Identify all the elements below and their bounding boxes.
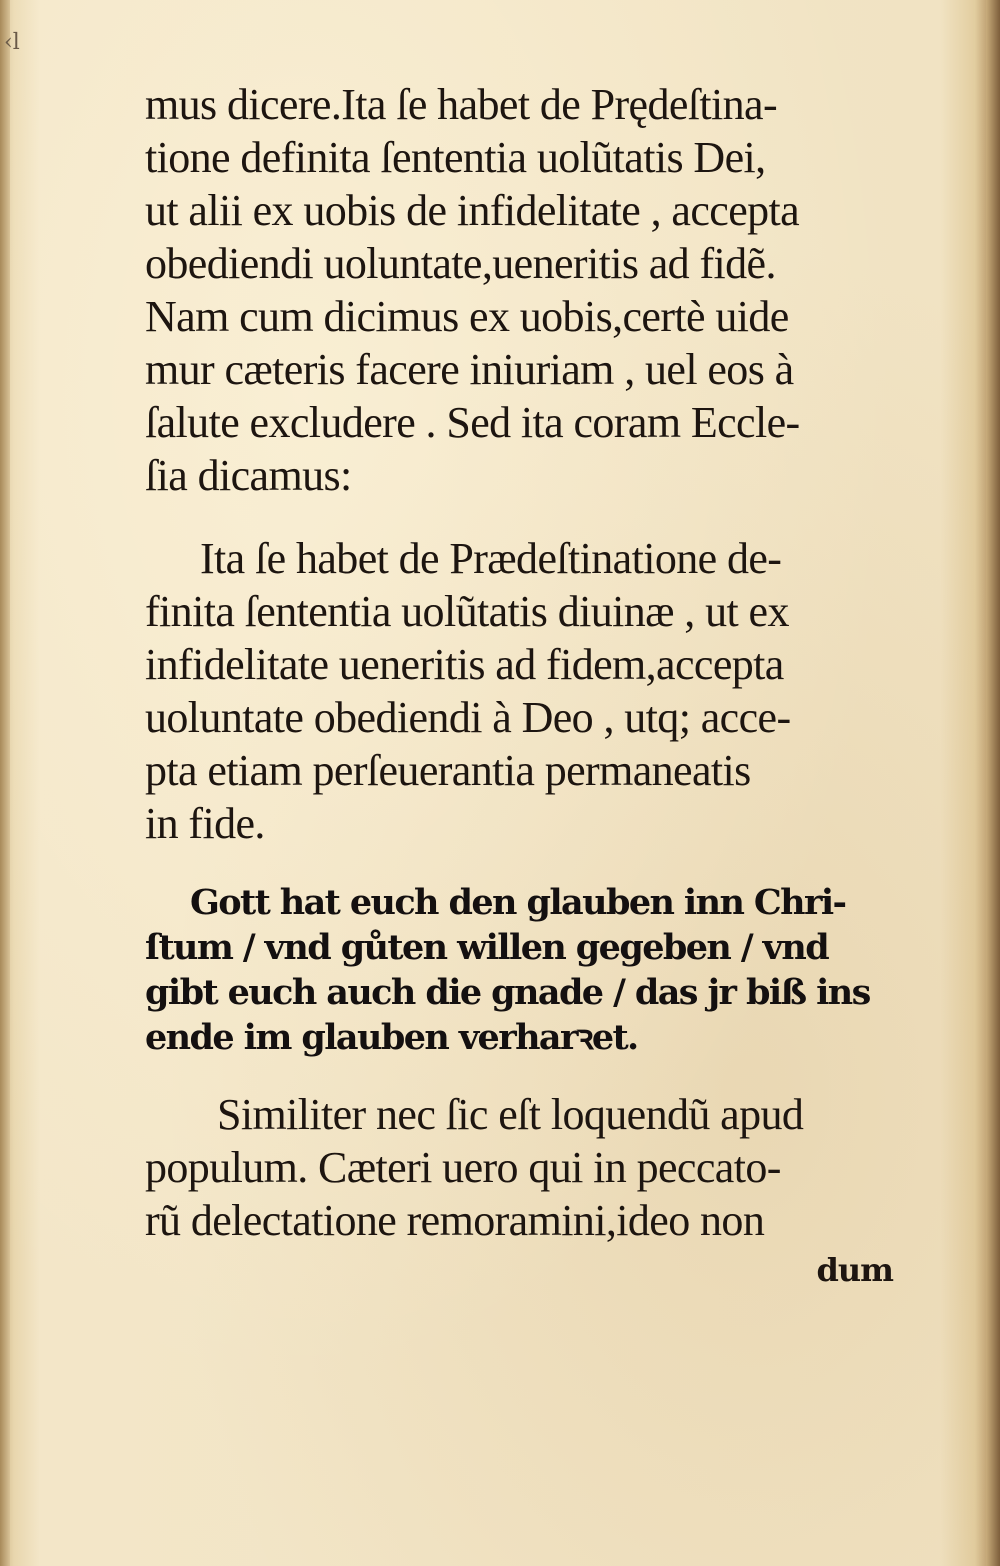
text-line: ſalute excludere . Sed ita coram Eccle- <box>145 398 800 447</box>
corner-mark: ‹l <box>4 30 20 55</box>
latin-paragraph-3 <box>145 1088 895 1247</box>
german-paragraph <box>145 880 895 1060</box>
gothic-line: gibt euch auch die gnade / das jr biß ins <box>145 972 870 1013</box>
text-block <box>145 78 895 1293</box>
gothic-line: Gott hat euch den glauben inn Chri- <box>190 882 846 923</box>
text-line: in fide. <box>145 799 265 848</box>
spacer <box>145 1060 895 1088</box>
text-line: Nam cum dicimus ex uobis,certè uide <box>145 292 789 341</box>
text-line: Ita ſe habet de Prædeſtinatione de- <box>200 534 782 583</box>
gothic-line: ende im glauben verharꝛet. <box>145 1017 638 1058</box>
text-line: populum. Cæteri uero qui in peccato- <box>145 1143 781 1192</box>
text-line: tione definita ſententia uolũtatis Dei, <box>145 133 766 182</box>
text-line: ut alii ex uobis de infidelitate , accepta <box>145 186 800 235</box>
latin-paragraph-2 <box>145 532 895 850</box>
text-line: finita ſententia uolũtatis diuinæ , ut ex <box>145 587 789 636</box>
text-line: pta etiam perſeuerantia permaneatis <box>145 746 751 795</box>
text-line: mur cæteris facere iniuriam , uel eos à <box>145 345 794 394</box>
text-line: infidelitate ueneritis ad fidem,accepta <box>145 640 784 689</box>
text-line: ſia dicamus: <box>145 451 352 500</box>
gothic-line: ſtum / vnd gůten willen gegeben / vnd <box>145 927 829 968</box>
latin-paragraph-1 <box>145 78 895 502</box>
text-line: Similiter nec ſic eſt loquendũ apud <box>217 1090 804 1139</box>
page-right-edge <box>986 0 1000 1566</box>
text-line: mus dicere.Ita ſe habet de Prędeſtina- <box>145 80 778 129</box>
text-line: rũ delectatione remoramini,ideo non <box>145 1196 765 1245</box>
spacer <box>145 850 895 880</box>
text-line: obediendi uoluntate,ueneritis ad fidẽ. <box>145 239 776 288</box>
spacer <box>145 502 895 532</box>
catchword: dum <box>816 1251 893 1289</box>
text-line: uoluntate obediendi à Deo , utq; acce- <box>145 693 791 742</box>
page-left-edge <box>0 0 10 1566</box>
